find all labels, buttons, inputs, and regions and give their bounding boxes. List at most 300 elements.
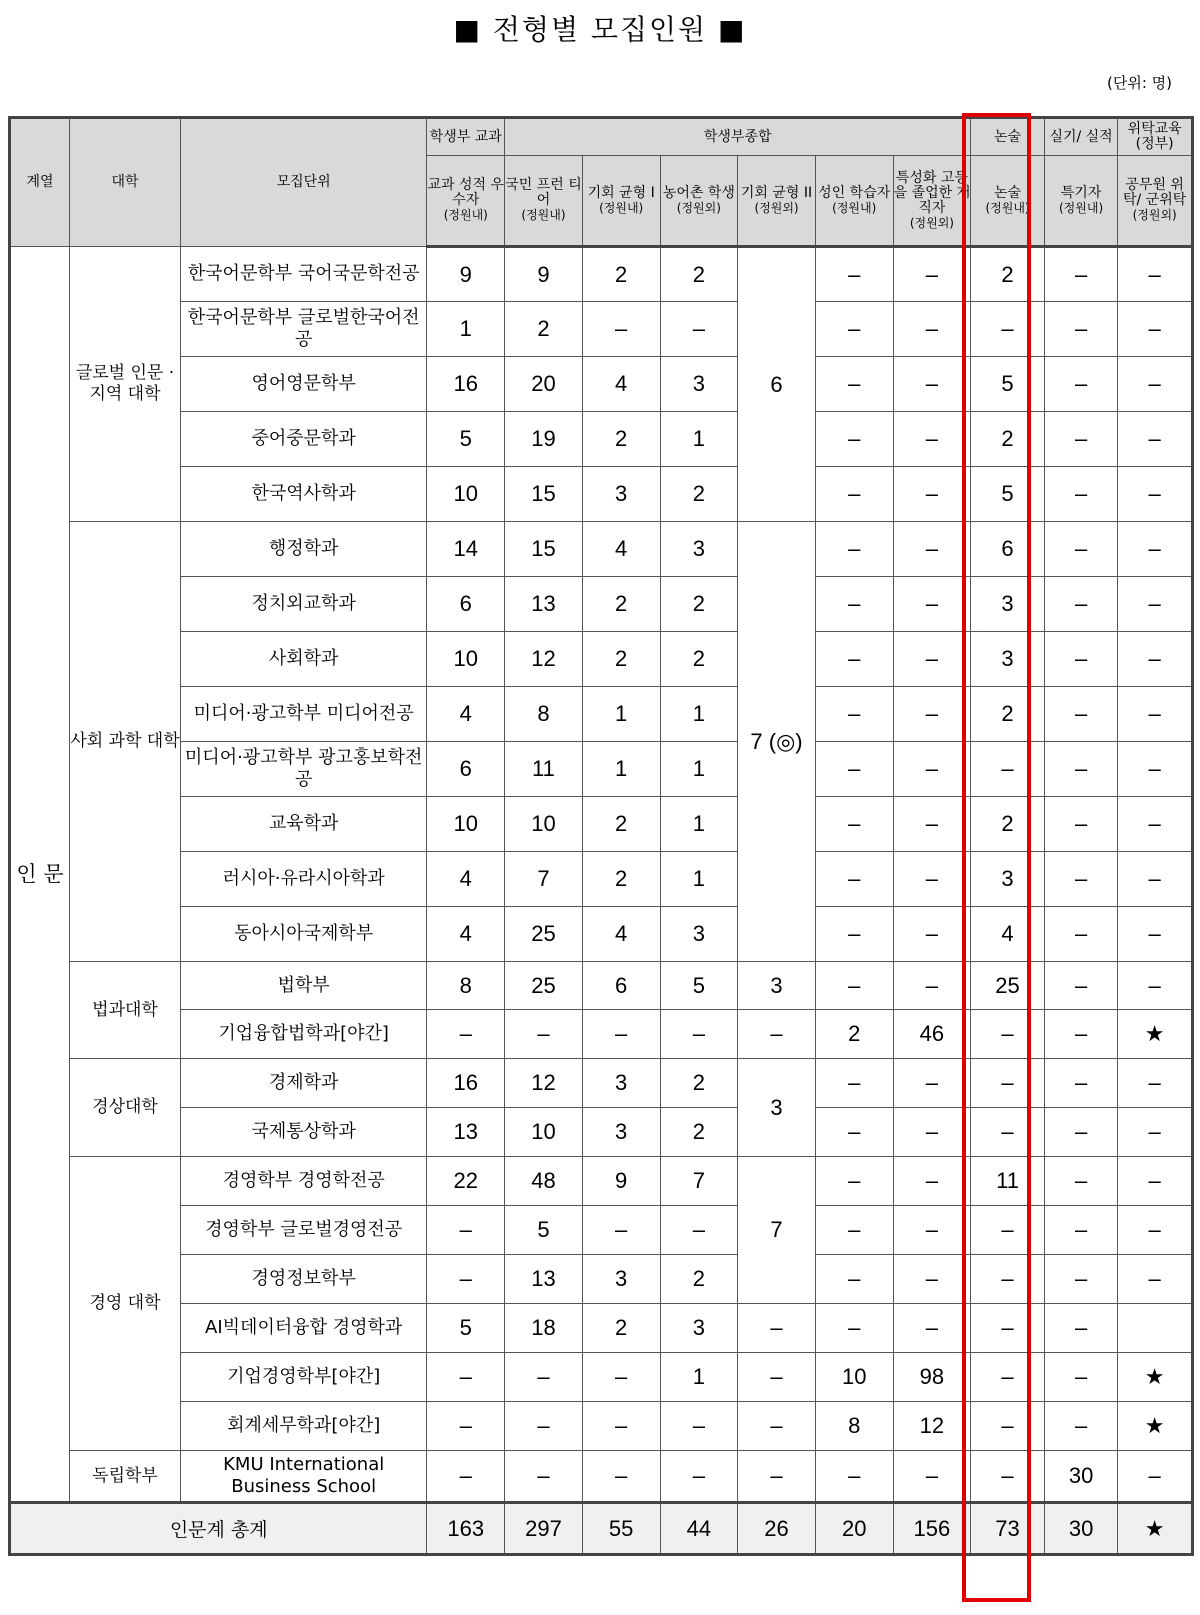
header-col-label: 국민 프런 티어 [505, 177, 582, 208]
table-row [10, 632, 1193, 687]
value-cell: – [1044, 907, 1118, 962]
value-cell: – [738, 1304, 816, 1353]
value-cell: – [815, 1304, 893, 1353]
table-row [10, 1255, 1193, 1304]
value-cell: – [660, 1451, 738, 1503]
value-cell: – [815, 742, 893, 797]
unit-cell: 국제통상학과 [180, 1108, 427, 1157]
value-cell: 2 [660, 632, 738, 687]
total-value-cell: 55 [582, 1503, 660, 1555]
total-value-cell: 26 [738, 1503, 816, 1555]
value-cell: 3 [582, 1255, 660, 1304]
unit-cell: 경영학부 글로벌경영전공 [180, 1206, 427, 1255]
header-col-label: 공무원 위탁/ 군위탁 [1123, 177, 1187, 208]
value-cell: – [815, 1108, 893, 1157]
header-col-sub: (정원내) [443, 208, 488, 222]
unit-cell: 한국어문학부 국어국문학전공 [180, 247, 427, 302]
value-cell: – [660, 1402, 738, 1451]
value-cell: 4 [582, 522, 660, 577]
header-col [427, 156, 505, 247]
value-cell: 7 [660, 1157, 738, 1206]
value-cell: 2 [582, 412, 660, 467]
value-cell: 3 [971, 577, 1045, 632]
table-row [10, 1108, 1193, 1157]
value-cell: – [1118, 1255, 1193, 1304]
value-cell: – [893, 1451, 971, 1503]
value-cell: – [815, 247, 893, 302]
header-col-label: 기회 균형 II [740, 184, 813, 201]
value-cell: – [1044, 1157, 1118, 1206]
total-value-cell: 156 [893, 1503, 971, 1555]
unit-cell: 정치외교학과 [180, 577, 427, 632]
table-row [10, 1206, 1193, 1255]
value-cell: – [427, 1402, 505, 1451]
value-cell: – [1044, 467, 1118, 522]
total-value-cell: 44 [660, 1503, 738, 1555]
value-cell: – [971, 1451, 1045, 1503]
value-cell: 25 [505, 907, 583, 962]
value-cell: – [738, 1402, 816, 1451]
value-cell: – [738, 1451, 816, 1503]
header-col-sub: (정원외) [754, 200, 799, 215]
value-cell: – [1118, 852, 1193, 907]
unit-note: (단위: 명) [1107, 74, 1172, 92]
value-cell: – [893, 302, 971, 357]
total-value-cell: 30 [1044, 1503, 1118, 1555]
header-col-sub: (정원내) [1059, 200, 1104, 215]
value-cell: 6 [582, 962, 660, 1010]
value-cell: 10 [815, 1353, 893, 1402]
table-row [10, 1402, 1193, 1451]
value-cell: – [1118, 742, 1193, 797]
merged-value-cell: 3 [738, 1059, 816, 1157]
value-cell: – [971, 1402, 1045, 1451]
value-cell: 3 [582, 1108, 660, 1157]
total-value-cell: ★ [1118, 1503, 1193, 1555]
value-cell: – [505, 1353, 583, 1402]
value-cell: 2 [815, 1010, 893, 1059]
value-cell: – [815, 357, 893, 412]
value-cell: 12 [893, 1402, 971, 1451]
value-cell: 4 [427, 687, 505, 742]
value-cell: 5 [971, 467, 1045, 522]
value-cell: – [427, 1255, 505, 1304]
value-cell: – [738, 1353, 816, 1402]
value-cell: – [815, 852, 893, 907]
value-cell: 3 [660, 522, 738, 577]
header-group-gyogwa: 학생부 교과 [427, 118, 505, 156]
value-cell: – [815, 797, 893, 852]
value-cell: 2 [971, 797, 1045, 852]
table-row [10, 852, 1193, 907]
value-cell: 3 [971, 632, 1045, 687]
value-cell: – [582, 1451, 660, 1503]
unit-cell: 경영정보학부 [180, 1255, 427, 1304]
unit-cell: 교육학과 [180, 797, 427, 852]
header-col [893, 156, 971, 247]
unit-cell: 미디어·광고학부 미디어전공 [180, 687, 427, 742]
value-cell: 3 [660, 907, 738, 962]
value-cell: 2 [505, 302, 583, 357]
value-cell: 12 [505, 1059, 583, 1108]
value-cell: – [1118, 1206, 1193, 1255]
value-cell: – [815, 687, 893, 742]
unit-cell: 기업경영학부[야간] [180, 1353, 427, 1402]
value-cell: – [582, 302, 660, 357]
value-cell: 3 [582, 467, 660, 522]
college-cell: 글로벌 인문 · 지역 대학 [70, 247, 181, 522]
table-body [10, 247, 1193, 1555]
value-cell: – [1118, 577, 1193, 632]
value-cell: – [815, 302, 893, 357]
value-cell: – [738, 1010, 816, 1059]
value-cell: 10 [427, 797, 505, 852]
value-cell: – [427, 1010, 505, 1059]
value-cell: – [1118, 302, 1193, 357]
value-cell: 1 [582, 742, 660, 797]
value-cell: – [971, 302, 1045, 357]
value-cell: – [1118, 1059, 1193, 1108]
value-cell: 10 [505, 1108, 583, 1157]
table-row [10, 412, 1193, 467]
header-col-label: 농어촌 학생 [662, 184, 735, 201]
table-row [10, 357, 1193, 412]
value-cell: 2 [660, 1255, 738, 1304]
value-cell: – [971, 1206, 1045, 1255]
value-cell: 1 [660, 797, 738, 852]
table-row [10, 797, 1193, 852]
header-col [738, 156, 816, 247]
value-cell: – [893, 962, 971, 1010]
value-cell: – [815, 467, 893, 522]
value-cell: – [1118, 632, 1193, 687]
header-col-sub: (정원내) [521, 208, 566, 222]
value-cell: 8 [427, 962, 505, 1010]
college-cell: 법과대학 [70, 962, 181, 1059]
value-cell: 15 [505, 522, 583, 577]
value-cell: – [1044, 1402, 1118, 1451]
total-value-cell: 297 [505, 1503, 583, 1555]
table-row [10, 577, 1193, 632]
value-cell: 9 [427, 247, 505, 302]
unit-cell: 영어영문학부 [180, 357, 427, 412]
value-cell: 9 [505, 247, 583, 302]
value-cell: – [971, 1353, 1045, 1402]
value-cell: – [505, 1010, 583, 1059]
value-cell: – [1044, 687, 1118, 742]
value-cell: – [1118, 797, 1193, 852]
value-cell: 48 [505, 1157, 583, 1206]
value-cell: 7 [505, 852, 583, 907]
value-cell: – [660, 1010, 738, 1059]
value-cell: – [427, 1353, 505, 1402]
value-cell: 6 [971, 522, 1045, 577]
unit-cell: 법학부 [180, 962, 427, 1010]
value-cell: – [582, 1402, 660, 1451]
value-cell: – [1044, 962, 1118, 1010]
value-cell: – [1044, 797, 1118, 852]
value-cell: – [427, 1206, 505, 1255]
value-cell: – [971, 1059, 1045, 1108]
value-cell: – [893, 357, 971, 412]
merged-value-cell: 7 (◎) [738, 522, 816, 962]
header-col-sub: (정원외) [909, 215, 954, 230]
total-value-cell: 163 [427, 1503, 505, 1555]
category-cell: 인 문 [10, 247, 70, 1503]
value-cell: 10 [427, 632, 505, 687]
value-cell: – [893, 742, 971, 797]
header-col-label: 교과 성적 우수자 [427, 177, 505, 208]
value-cell: 2 [660, 467, 738, 522]
header-group-nonsul: 논술 [971, 118, 1045, 156]
header-col [971, 156, 1045, 247]
table-row [10, 1451, 1193, 1503]
value-cell: 1 [660, 412, 738, 467]
value-cell: – [893, 1108, 971, 1157]
value-cell: – [815, 412, 893, 467]
value-cell: 4 [582, 907, 660, 962]
value-cell: 6 [427, 577, 505, 632]
unit-cell: 동아시아국제학부 [180, 907, 427, 962]
header-col-sub: (정원외) [1132, 208, 1177, 222]
unit-cell: 경영학부 경영학전공 [180, 1157, 427, 1206]
header-col-label: 특성화 고등을 졸업한 재직자 [893, 169, 971, 216]
college-cell: 경영 대학 [70, 1157, 181, 1451]
value-cell: – [893, 412, 971, 467]
value-cell: – [893, 1255, 971, 1304]
value-cell: – [893, 1059, 971, 1108]
merged-value-cell: 6 [738, 247, 816, 522]
value-cell: 30 [1044, 1451, 1118, 1503]
value-cell: 2 [582, 577, 660, 632]
value-cell: 2 [660, 577, 738, 632]
value-cell: ★ [1118, 1353, 1193, 1402]
value-cell: – [1044, 577, 1118, 632]
value-cell: – [1118, 962, 1193, 1010]
value-cell: 1 [660, 687, 738, 742]
value-cell: – [815, 522, 893, 577]
unit-cell: 기업융합법학과[야간] [180, 1010, 427, 1059]
value-cell: – [1118, 1157, 1193, 1206]
value-cell: 98 [893, 1353, 971, 1402]
table-row [10, 687, 1193, 742]
header-col-label: 논술 [993, 184, 1022, 201]
value-cell: 25 [971, 962, 1045, 1010]
unit-cell: 한국어문학부 글로벌한국어전공 [180, 302, 427, 357]
header-col [815, 156, 893, 247]
value-cell: 8 [815, 1402, 893, 1451]
value-cell: – [1044, 1010, 1118, 1059]
admissions-table [8, 116, 1194, 1556]
table-row [10, 247, 1193, 302]
total-row [10, 1503, 1193, 1555]
total-label: 인문계 총계 [10, 1503, 427, 1555]
table-row [10, 907, 1193, 962]
value-cell: – [893, 632, 971, 687]
value-cell: 5 [971, 357, 1045, 412]
value-cell: – [893, 687, 971, 742]
total-value-cell: 20 [815, 1503, 893, 1555]
value-cell: – [971, 1304, 1045, 1353]
value-cell: 1 [660, 742, 738, 797]
table-row [10, 1059, 1193, 1108]
header-group-jonghap: 학생부종합 [505, 118, 971, 156]
value-cell: – [1044, 852, 1118, 907]
value-cell: – [1118, 522, 1193, 577]
value-cell: – [1118, 247, 1193, 302]
value-cell: ★ [1118, 1010, 1193, 1059]
table-row [10, 522, 1193, 577]
value-cell: – [582, 1206, 660, 1255]
value-cell: 2 [971, 412, 1045, 467]
header-col-sub: (정원외) [676, 200, 721, 215]
value-cell: 18 [505, 1304, 583, 1353]
unit-cell: 행정학과 [180, 522, 427, 577]
value-cell: – [1118, 467, 1193, 522]
value-cell: – [660, 302, 738, 357]
value-cell: 19 [505, 412, 583, 467]
value-cell: – [1044, 522, 1118, 577]
total-value-cell: 73 [971, 1503, 1045, 1555]
value-cell: – [893, 852, 971, 907]
value-cell: – [1044, 1059, 1118, 1108]
table-row [10, 1010, 1193, 1059]
value-cell: – [815, 1451, 893, 1503]
value-cell: – [893, 247, 971, 302]
header-col-label: 기회 균형 I [587, 184, 655, 201]
value-cell: 3 [582, 1059, 660, 1108]
value-cell: – [505, 1402, 583, 1451]
value-cell: – [582, 1010, 660, 1059]
value-cell: 9 [582, 1157, 660, 1206]
value-cell: – [893, 1157, 971, 1206]
value-cell: 3 [660, 357, 738, 412]
header-col [1044, 156, 1118, 247]
unit-cell: 중어중문학과 [180, 412, 427, 467]
value-cell: 6 [427, 742, 505, 797]
value-cell: – [971, 742, 1045, 797]
table-row [10, 1304, 1193, 1353]
value-cell: – [1118, 412, 1193, 467]
unit-cell: AI빅데이터융합 경영학과 [180, 1304, 427, 1353]
value-cell: – [1044, 1353, 1118, 1402]
value-cell: 2 [582, 852, 660, 907]
header-college: 대학 [70, 118, 181, 247]
value-cell: – [893, 522, 971, 577]
header-category: 계열 [10, 118, 70, 247]
table-row [10, 467, 1193, 522]
value-cell: – [815, 1206, 893, 1255]
value-cell: – [660, 1206, 738, 1255]
value-cell: 11 [505, 742, 583, 797]
value-cell: – [1118, 357, 1193, 412]
college-cell: 독립학부 [70, 1451, 181, 1503]
unit-cell: 미디어·광고학부 광고홍보학전공 [180, 742, 427, 797]
value-cell: 4 [427, 907, 505, 962]
value-cell: 25 [505, 962, 583, 1010]
value-cell: 3 [738, 962, 816, 1010]
college-cell: 사회 과학 대학 [70, 522, 181, 962]
value-cell: 3 [660, 1304, 738, 1353]
header-col-label: 특기자 [1060, 184, 1102, 201]
merged-value-cell: 7 [738, 1157, 816, 1304]
value-cell: 13 [505, 577, 583, 632]
page-title: ■ 전형별 모집인원 ■ [453, 13, 747, 46]
value-cell: 11 [971, 1157, 1045, 1206]
table-row [10, 1157, 1193, 1206]
header-unit: 모집단위 [180, 118, 427, 247]
header-col [582, 156, 660, 247]
value-cell: – [815, 907, 893, 962]
value-cell: 13 [505, 1255, 583, 1304]
unit-cell: 한국역사학과 [180, 467, 427, 522]
unit-cell: 경제학과 [180, 1059, 427, 1108]
value-cell: 5 [660, 962, 738, 1010]
value-cell: 20 [505, 357, 583, 412]
value-cell: – [815, 962, 893, 1010]
unit-cell: 러시아·유라시아학과 [180, 852, 427, 907]
value-cell: 2 [582, 247, 660, 302]
value-cell: 10 [505, 797, 583, 852]
value-cell: 2 [582, 632, 660, 687]
header-col-sub: (정원내) [832, 200, 877, 215]
value-cell: – [1044, 1108, 1118, 1157]
value-cell: 1 [660, 852, 738, 907]
value-cell: – [893, 577, 971, 632]
value-cell: 1 [427, 302, 505, 357]
value-cell: 5 [427, 412, 505, 467]
value-cell: – [815, 1255, 893, 1304]
value-cell: 13 [427, 1108, 505, 1157]
value-cell: 10 [427, 467, 505, 522]
value-cell: – [1044, 302, 1118, 357]
unit-cell: 사회학과 [180, 632, 427, 687]
value-cell: 2 [971, 247, 1045, 302]
college-cell: 경상대학 [70, 1059, 181, 1157]
table-row [10, 742, 1193, 797]
value-cell: – [1044, 247, 1118, 302]
value-cell: 2 [582, 1304, 660, 1353]
value-cell: 12 [505, 632, 583, 687]
table-row [10, 962, 1193, 1010]
value-cell: 22 [427, 1157, 505, 1206]
value-cell: 4 [427, 852, 505, 907]
value-cell: 1 [660, 1353, 738, 1402]
value-cell: 2 [582, 797, 660, 852]
value-cell: 5 [505, 1206, 583, 1255]
value-cell: – [815, 577, 893, 632]
value-cell: – [1118, 687, 1193, 742]
value-cell: – [893, 797, 971, 852]
value-cell: ★ [1118, 1402, 1193, 1451]
value-cell: 16 [427, 1059, 505, 1108]
value-cell: 46 [893, 1010, 971, 1059]
value-cell: 4 [971, 907, 1045, 962]
header-col [660, 156, 738, 247]
header-col-sub: (정원내) [599, 200, 644, 215]
value-cell: 4 [582, 357, 660, 412]
value-cell: – [1118, 907, 1193, 962]
value-cell: – [505, 1451, 583, 1503]
value-cell: 2 [971, 687, 1045, 742]
header-col [505, 156, 583, 247]
value-cell: – [971, 1010, 1045, 1059]
value-cell: – [1044, 357, 1118, 412]
value-cell: – [971, 1255, 1045, 1304]
value-cell: – [893, 1206, 971, 1255]
value-cell: – [1044, 632, 1118, 687]
value-cell: 16 [427, 357, 505, 412]
